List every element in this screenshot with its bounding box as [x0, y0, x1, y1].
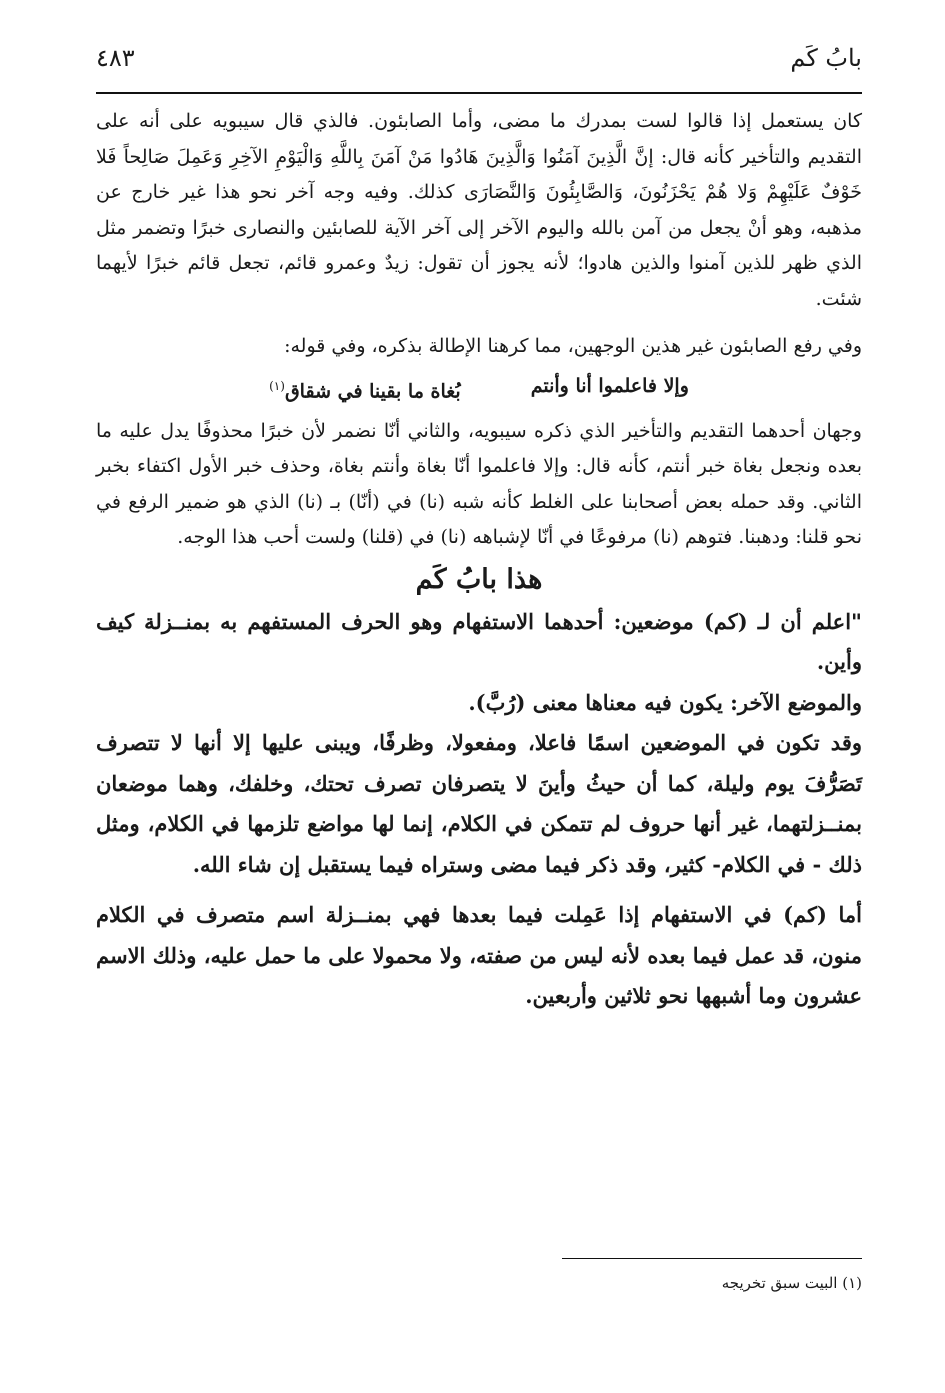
paragraph-3: وجهان أحدهما التقديم والتأخير الذي ذكره سيبويه، والثاني أنّا نضمر لأن خبرًا محذوفًا يدل عليه ما بعده ونجعل بغاة خبر أنتم، كأنه قال: وإلا فاعلموا أنّا بغاة وأنتم بغاة، وحذف خبر الأول اكتفاء بخبر الثاني. وقد حمله بعض أصحابنا على الغلط كأنه شبه (نا) في (أنّا) بـ (نا) الذي هو ضمير الرفع في نحو قلنا: ودهبنا. فتوهم (نا) مرفوعًا في أنّا لإشباهه (نا) في (قلنا) ولست أحب هذا الوجه. [96, 419, 863, 549]
running-title: بابُ كَم [790, 44, 862, 72]
bold-paragraph-4: أما (كم) في الاستفهام إذا عَمِلت فيما بعدها فهي بمنــزلة اسم متصرف في الكلام منون، قد عمل فيما بعده لأنه ليس من صفته، ولا محمولا على ما حمل عليه، وذلك الاسم عشرون وما أشبهها نحو ثلاثين وأربعين. [96, 902, 862, 1009]
bold-paragraph-1: "اعلم أن لـ (كم) موضعين: أحدهما الاستفهام وهو الحرف المستفهم به بمنــزلة كيف وأين. [96, 608, 862, 675]
bold-paragraph-3: وقد تكون في الموضعين اسمًا فاعلا، ومفعولا، وظرفًا، ويبنى عليها إلا أنها لا تتصرف تَصَرُّفَ يوم وليلة، كما أن حيثُ وأينَ لا يتصرفان تصرف تحتك، وخلفك، وهما موضعان بمنــزلتهما، غير أنها حروف لم تتمكن في الكلام، إنما لها مواضع تلزمها في الكلام، ومثل ذلك - في الكلام- كثير، وقد ذكر فيما مضى وستراه فيما يستقبل إن شاء الله. [96, 730, 862, 877]
verse-first-hemistich [531, 369, 689, 408]
footnote-rule [562, 1258, 862, 1259]
poetry-verse [96, 369, 862, 408]
bold-paragraph-2: والموضع الآخر: يكون فيه معناها معنى (رُبَّ). [468, 689, 862, 715]
verse-second-text: بُغاة ما بقينا في شقاق [284, 379, 461, 402]
verse-second-hemistich [269, 369, 461, 408]
footnote: (١) البيت سبق تخريجه [721, 1274, 862, 1292]
footnote-mark: (١) [269, 378, 285, 393]
paragraph-2: وفي رفع الصابئون غير هذين الوجهين، مما كرهنا الإطالة بذكره، وفي قوله: [284, 335, 862, 357]
verse-first-text: وإلا فاعلموا أنا وأنتم [530, 374, 689, 397]
page-number: ٤٨٣ [96, 44, 135, 72]
page-header [96, 38, 862, 96]
page [96, 38, 863, 1292]
paragraph-1: كان يستعمل إذا قالوا لست بمدرك ما مضى، وأما الصابئون. فالذي قال سيبويه على أنه على التقديم والتأخير كأنه قال: إنَّ الَّذِينَ آمَنُوا وَالَّذِينَ هَادُوا مَنْ آمَنَ بِاللَّهِ وَالْيَوْمِ الآخِرِ وَعَمِلَ صَالِحاً فَلا خَوْفٌ عَلَيْهِمْ وَلا هُمْ يَحْزَنُونَ، وَالصَّابِئُونَ وَالنَّصَارَى كذلك. وفيه وجه آخر نحو هذا غير خارج عن مذهبه، وهو أنْ يجعل من آمن بالله واليوم الآخر إلى آخر الآية للصابئين والنصارى خبرًا وتضمر مثل الذي ظهر للذين آمنوا والذين هادوا؛ لأنه يجوز أن تقول: زيدٌ وعمرو قائم، تجعل قائم خبرًا لأيهما شئت. [96, 110, 862, 310]
section-heading: هذا بابُ كَم [415, 563, 543, 595]
header-rule [96, 92, 862, 94]
